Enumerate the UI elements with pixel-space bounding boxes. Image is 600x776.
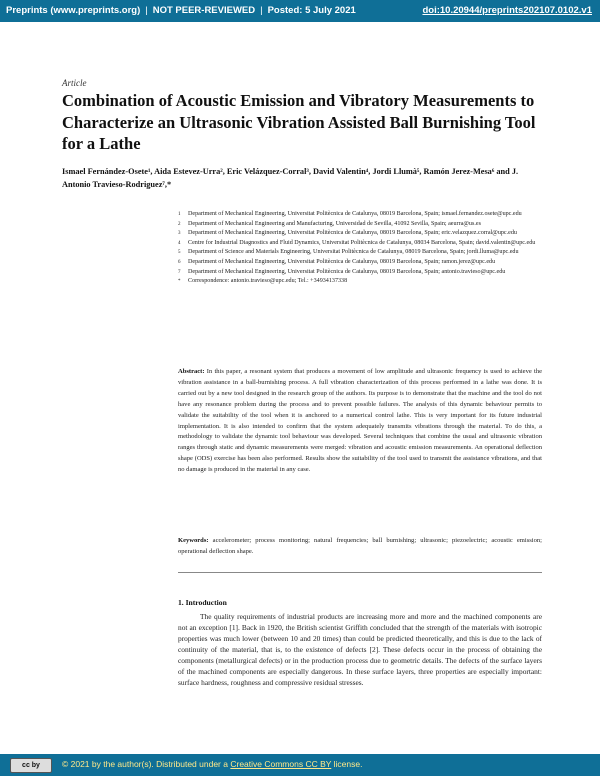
affiliation-mark: 2	[178, 221, 181, 227]
doi-link[interactable]: doi:10.20944/preprints202107.0102.v1	[422, 5, 592, 16]
affiliation-item	[178, 248, 538, 257]
affiliation-item	[178, 220, 538, 229]
affiliation-text: Department of Mechanical Engineering, Universitat Politècnica de Catalunya, 08019 Barcelona, Spain; ramon.jerez@upc.edu	[188, 258, 496, 265]
introduction-paragraph: The quality requirements of industrial products are increasing more and more and the machined components are not an exception [1]. Back in 1920, the British scientist Griffith concluded that the strength of the materials with isotropic properties was much lower (between 10 and 20 times) than could be predicted theoretically, and this is due to the lack of continuity of the material, that is, to the existence of defects [2]. These defects occur in the process of obtaining the components (metallurgical defects) or in the production process due to geometric details. The defects of the surface layers of the machined components are especially dangerous. In these surface layers, three properties are especially important: surface hardness, roughness and compressive residual stresses.	[178, 612, 542, 688]
correspondence-text: Correspondence: antonio.travieso@upc.edu; Tel.: +34934137338	[188, 278, 348, 285]
affiliation-mark: *	[178, 279, 181, 285]
posted-date: Posted: 5 July 2021	[267, 5, 356, 16]
affiliation-item	[178, 210, 538, 219]
paper-title: Combination of Acoustic Emission and Vibratory Measurements to Characterize an Ultrasonic Vibration Assisted Ball Burnishing Tool for a Lathe	[62, 91, 536, 153]
affiliation-text: Department of Mechanical Engineering, Universitat Politècnica de Catalunya, 08019 Barcelona, Spain; eric.velazquez.corral@upc.edu	[188, 230, 517, 237]
affiliation-text: Centre for Industrial Diagnostics and Fluid Dynamics, Universitat Politècnica de Catalunya, 08034 Barcelona, Spain; david.valentin@upc.edu	[188, 239, 536, 246]
affiliation-item	[178, 229, 538, 238]
affiliation-mark: 3	[178, 231, 181, 237]
abstract	[178, 367, 542, 476]
affiliation-item	[178, 239, 538, 248]
license-suffix: license.	[333, 759, 363, 769]
license-prefix: © 2021 by the author(s). Distributed under a	[62, 759, 228, 769]
affiliation-text: Department of Mechanical Engineering, Universitat Politècnica de Catalunya, 08019 Barcelona, Spain; antonio.travieso@upc.edu	[188, 268, 506, 275]
affiliation-mark: 6	[178, 259, 181, 265]
abstract-label: Abstract:	[178, 368, 205, 375]
affiliation-mark: 7	[178, 269, 181, 275]
license-text	[62, 759, 362, 769]
correspondence-item	[178, 277, 538, 286]
affiliation-text: Department of Mechanical Engineering, Universitat Politècnica de Catalunya, 08019 Barcelona, Spain; ismael.fernandez.osete@upc.edu	[188, 211, 522, 217]
article-type-label: Article	[62, 78, 87, 88]
license-footer-bar	[0, 754, 600, 776]
cc-license-badge[interactable]: cc by	[10, 758, 52, 773]
introduction-heading: 1. Introduction	[178, 598, 227, 607]
keywords	[178, 536, 542, 558]
affiliation-mark: 1	[178, 212, 181, 217]
keywords-label: Keywords:	[178, 537, 209, 544]
site-link[interactable]: Preprints (www.preprints.org)	[6, 5, 141, 16]
header-separator: |	[260, 5, 263, 16]
affiliation-text: Department of Mechanical Engineering and Manufacturing, Universidad de Sevilla, 41092 Sevilla, Spain; aeurra@us.es	[188, 220, 481, 227]
abstract-text: In this paper, a resonant system that produces a movement of low amplitude and ultrasonic frequency is used to achieve the vibration assistance in a ball-burnishing process. A full vibration characterization of this process performed in a lathe was done. It is carried out by a new tool designed in the research group of the authors. Its purpose is to demonstrate that the machine and the tool do not have any resonance problem during the process and to prevent possible failures. The analysis of this dynamic behaviour permits to validate the suitability of the tool when it is anchored to a numerical control lathe. This is very important for its future industrial implementation. It is also intended to confirm that the system adequately transmits vibrations through the material. To do this, a methodology to validate the dynamic tool behaviour was developed. Several techniques that combine the usual and ultrasonic vibration ranges through static and dynamic measurements were merged: vibration and acoustic emission measurements. An operational deflection shape (ODS) exercise has been also performed. Results show the suitability of the tool used to transmit the assistance vibrations, and that no damage is produced in the material in any case.	[178, 368, 543, 474]
cc-license-link[interactable]: Creative Commons CC BY	[230, 759, 332, 769]
affiliation-mark: 4	[178, 240, 181, 246]
keywords-text: accelerometer; process monitoring; natural frequencies; ball burnishing; ultrasonic; piezoelectric; acoustic emission; operational deflection shape.	[178, 537, 542, 555]
affiliation-list	[178, 210, 538, 287]
author-list: Ismael Fernández-Osete¹, Aida Estevez-Urra², Eric Velázquez-Corral³, David Valentin⁴, Jordi Llumà⁵, Ramón Jerez-Mesa⁶ and J. Antonio Travieso-Rodriguez⁷,*	[62, 167, 519, 189]
section-divider	[178, 572, 542, 573]
header-separator: |	[145, 5, 148, 16]
affiliation-item	[178, 258, 538, 267]
affiliation-item	[178, 268, 538, 277]
peer-review-status: NOT PEER-REVIEWED	[152, 5, 256, 16]
affiliation-mark: 5	[178, 250, 181, 256]
preprint-header-bar	[0, 0, 600, 22]
header-left	[6, 5, 356, 16]
affiliation-text: Department of Science and Materials Engineering, Universitat Politècnica de Catalunya, 08019 Barcelona, Spain; jordi.lluma@upc.edu	[188, 249, 519, 256]
